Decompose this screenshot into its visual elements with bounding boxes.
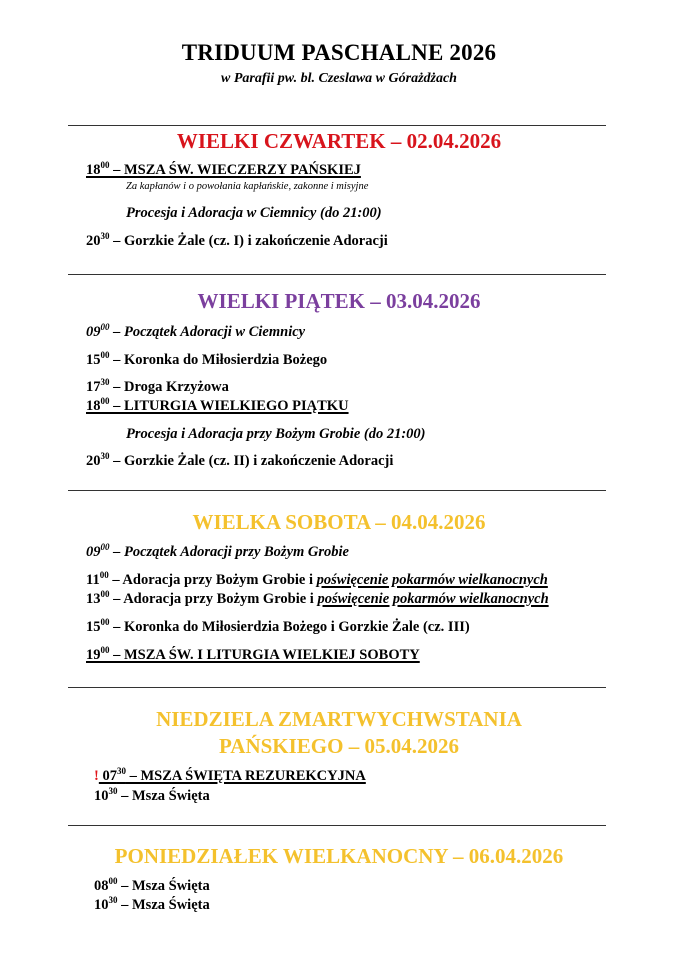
divider [68,687,606,688]
schedule-entry: $13^{00}$ – Adoracja przy Bożym Grobie i poświęcenie pokarmów wielkanocnych [86,589,549,607]
schedule-entry: $20^{30}$ – Gorzkie Żale (cz. I) i zakończenie Adoracji [86,231,388,249]
schedule-entry: $20^{30}$ – Gorzkie Żale (cz. II) i zakończenie Adoracji [86,451,394,469]
schedule-entry: Procesja i Adoracja w Ciemnicy (do 21:00) [126,205,382,221]
schedule-entry: ! $07^{30}$ – MSZA ŚWIĘTA REZUREKCYJNA [94,766,366,784]
sunday-heading-line1: NIEDZIELA ZMARTWYCHWSTANIA [156,707,522,731]
schedule-entry: $17^{30}$ – Droga Krzyżowa [86,377,229,395]
alert-mark: ! [94,768,99,784]
divider [68,825,606,826]
saturday-heading: WIELKA SOBOTA – 04.04.2026 [192,510,486,534]
page-subtitle: w Parafii pw. bl. Czeslawa w Górażdżach [221,71,457,86]
friday-heading: WIELKI PIĄTEK – 03.04.2026 [197,289,481,313]
schedule-entry: $19^{00}$ – MSZA ŚW. I LITURGIA WIELKIEJ SOBOTY [86,645,420,663]
thursday-heading: WIELKI CZWARTEK – 02.04.2026 [176,129,502,153]
mass-intention-note: Za kapłanów i o powołania kapłańskie, zakonne i misyjne [126,181,369,192]
schedule-entry: $18^{00}$ – LITURGIA WIELKIEGO PIĄTKU [86,396,349,414]
monday-heading: PONIEDZIAŁEK WIELKANOCNY – 06.04.2026 [114,844,564,868]
schedule-entry: $10^{30}$ – Msza Święta [94,895,210,913]
divider [68,125,606,126]
page-title: TRIDUUM PASCHALNE 2026 [181,40,497,65]
schedule-entry: $08^{00}$ – Msza Święta [94,876,210,894]
schedule-entry: $09^{00}$ – Początek Adoracji w Ciemnicy [86,322,306,340]
schedule-entry: $15^{00}$ – Koronka do Miłosierdzia Bożego i Gorzkie Żale (cz. III) [86,617,470,635]
divider [68,274,606,275]
schedule-entry: $11^{00}$ – Adoracja przy Bożym Grobie i poświęcenie pokarmów wielkanocnych [86,570,548,588]
schedule-entry: $15^{00}$ – Koronka do Miłosierdzia Bożego [86,350,328,368]
schedule-entry: $09^{00}$ – Początek Adoracji przy Bożym Grobie [86,542,349,560]
divider [68,490,606,491]
schedule-entry: Procesja i Adoracja przy Bożym Grobie (do 21:00) [126,426,426,442]
schedule-entry: $10^{30}$ – Msza Święta [94,786,210,804]
schedule-entry: $18^{00}$ – MSZA ŚW. WIECZERZY PAŃSKIEJ [86,160,361,178]
sunday-heading-line2: PAŃSKIEGO – 05.04.2026 [219,734,459,758]
